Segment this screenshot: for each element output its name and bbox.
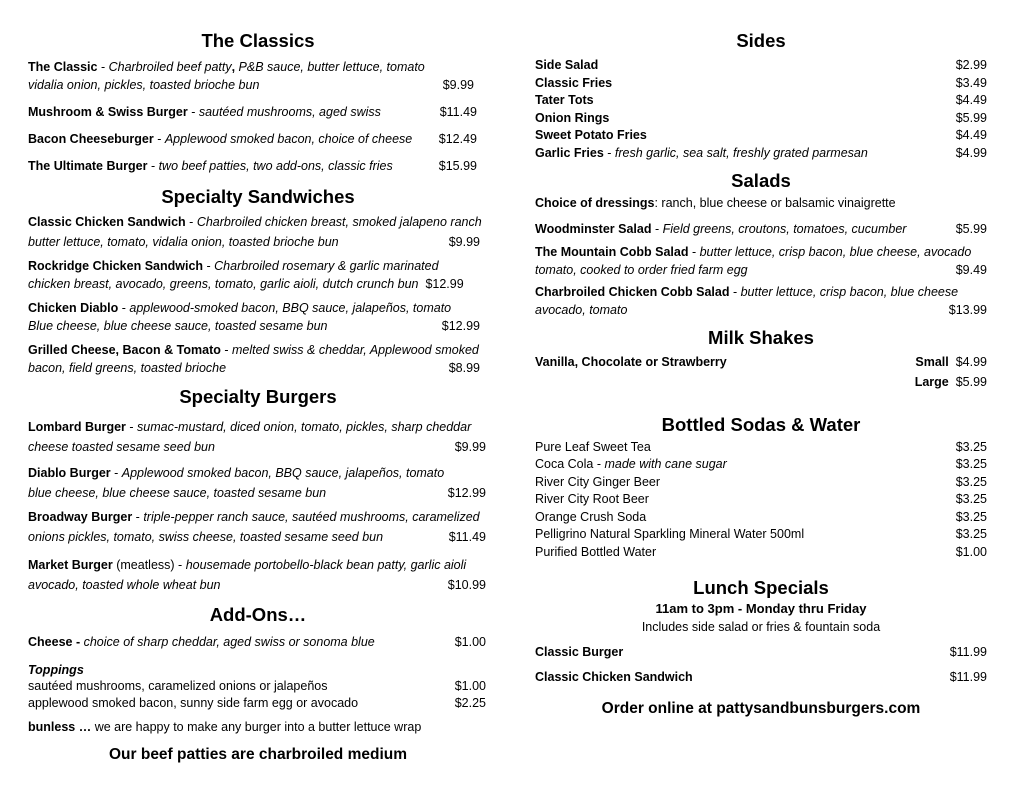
item-price: $11.99 (949, 669, 987, 684)
item-desc-line2: blue cheese, blue cheese sauce, toasted sesame bun (28, 486, 327, 500)
salads-heading: Salads (731, 170, 791, 191)
item-desc: : ranch, blue cheese or balsamic vinaigrette (654, 196, 896, 210)
topping-text: sautéed mushrooms, caramelized onions or jalapeños (28, 679, 328, 693)
item-price: $11.49 (448, 530, 486, 544)
item-price: $3.25 (955, 474, 987, 489)
item-name: River City Ginger Beer (535, 474, 661, 489)
addons-heading: Add-Ons… (209, 604, 307, 625)
item-price: $9.99 (448, 235, 480, 249)
item-price: $10.99 (447, 578, 486, 592)
item-desc-line2: avocado, toasted whole wheat bun (28, 578, 221, 592)
burgers-heading: Specialty Burgers (179, 386, 337, 407)
menu-item-ultimate-burger: The Ultimate Burger - two beef patties, two add-ons, classic fries $15.99 (28, 159, 477, 173)
salad-row: The Mountain Cobb Salad - butter lettuce, crisp bacon, blue cheese, avocado tomato, cooked to order fried farm egg $9.49 (535, 244, 987, 277)
item-price: $2.25 (454, 696, 486, 710)
sodas-list (535, 439, 987, 562)
item-desc: choice of sharp cheddar, aged swiss or sonoma blue (83, 635, 375, 649)
item-price: $4.49 (955, 128, 987, 142)
item-desc: sautéed mushrooms, aged swiss (198, 105, 381, 119)
item-name: Diablo Burger (28, 466, 111, 480)
side-row (535, 57, 987, 75)
item-price: $3.25 (955, 457, 987, 471)
item-desc: Applewood smoked bacon, choice of cheese (164, 132, 413, 146)
soda-row (535, 544, 987, 562)
item-desc: Field greens, croutons, tomatoes, cucumber (662, 222, 907, 236)
item-price: $13.99 (948, 302, 987, 317)
item-name: Tater Tots (535, 93, 594, 107)
item-name: Mushroom & Swiss Burger (28, 105, 188, 119)
item-desc-line2: butter lettuce, tomato, vidalia onion, toasted brioche bun (28, 235, 339, 249)
side-row (535, 92, 987, 110)
menu-item-grilled-cheese: Grilled Cheese, Bacon & Tomato - melted swiss & cheddar, Applewood smoked bacon, field greens, toasted brioche $8.99 (28, 343, 480, 375)
item-price: $9.99 (454, 440, 486, 454)
item-name: Vanilla, Chocolate or Strawberry (535, 354, 727, 369)
shakes-heading: Milk Shakes (708, 326, 814, 348)
menu-item-rockridge-chicken: Rockridge Chicken Sandwich - Charbroiled rosemary & garlic marinated chicken breast, avocado, greens, tomato, garlic aioli, dutch crunch bun $12.99 (28, 259, 464, 291)
item-price: $3.25 (955, 509, 987, 524)
item-price: $11.49 (439, 105, 477, 119)
item-name: Broadway Burger (28, 510, 133, 524)
menu-item-chicken-diablo: Chicken Diablo - applewood-smoked bacon, BBQ sauce, jalapeños, tomato Blue cheese, blue cheese sauce, toasted sesame bun $12.99 (28, 301, 480, 333)
menu-item-mushroom-swiss: Mushroom & Swiss Burger - sautéed mushrooms, aged swiss $11.49 (28, 105, 477, 119)
item-desc: we are happy to make any burger into a butter lettuce wrap (91, 720, 422, 734)
item-desc-line2: vidalia onion, pickles, toasted brioche bun (28, 78, 260, 92)
item-price: $4.99 (955, 145, 987, 160)
item-price: $1.00 (454, 635, 486, 649)
item-name: Pelligrino Natural Sparkling Mineral Water 500ml (535, 527, 805, 541)
item-price: $12.99 (441, 319, 480, 333)
item-desc: triple-pepper ranch sauce, sautéed mushrooms, caramelized (143, 510, 480, 524)
topping-text: applewood smoked bacon, sunny side farm egg or avocado (28, 696, 359, 710)
item-name: Classic Chicken Sandwich (535, 669, 693, 684)
item-name: Rockridge Chicken Sandwich (28, 259, 204, 273)
item-desc-line2: onions pickles, tomato, swiss cheese, toasted sesame seed bun (28, 530, 384, 544)
item-name: The Classic (28, 60, 98, 74)
item-desc: made with cane sugar (604, 457, 727, 471)
item-name: Bacon Cheeseburger (28, 132, 154, 146)
item-name: Cheese - (28, 635, 81, 649)
right-column (535, 28, 987, 718)
menu-item-bacon-cheeseburger: Bacon Cheeseburger - Applewood smoked bacon, choice of cheese $12.49 (28, 132, 477, 146)
item-name: Classic Burger (535, 645, 624, 659)
item-name: Garlic Fries (535, 145, 604, 160)
lunch-includes: Includes side salad or fries & fountain soda (641, 620, 881, 634)
item-price: $4.49 (955, 93, 987, 107)
item-desc-line2: bacon, field greens, toasted brioche (28, 361, 227, 375)
soda-row (535, 439, 987, 457)
classics-heading: The Classics (201, 30, 315, 51)
menu-item-lombard-burger: Lombard Burger - sumac-mustard, diced onion, tomato, pickles, sharp cheddar cheese toasted sesame seed bun $9.99 (28, 420, 486, 454)
order-online-link[interactable]: Order online at pattysandbunsburgers.com (601, 700, 921, 717)
size-label: Small (915, 354, 949, 369)
item-price: $12.99 (447, 486, 486, 500)
item-name: Sweet Potato Fries (535, 128, 647, 142)
item-name: Classic Chicken Sandwich (28, 215, 186, 229)
soda-row (535, 491, 987, 509)
side-row (535, 110, 987, 128)
item-price: $9.99 (442, 78, 474, 92)
menu-item-classic-chicken-sandwich: Classic Chicken Sandwich - Charbroiled chicken breast, smoked jalapeno ranch butter lettuce, tomato, vidalia onion, toasted brioche bun $9.99 (28, 215, 482, 249)
side-row: Garlic Fries - fresh garlic, sea salt, freshly grated parmesan $4.99 (535, 145, 987, 163)
item-name: River City Root Beer (535, 492, 649, 506)
item-desc-line2: Blue cheese, blue cheese sauce, toasted sesame bun (28, 319, 328, 333)
sides-heading: Sides (736, 30, 786, 51)
item-price: $2.99 (955, 58, 987, 72)
toppings-label: Toppings (28, 663, 84, 677)
item-name: Orange Crush Soda (535, 509, 647, 524)
item-desc: housemade portobello-black bean patty, garlic aioli (185, 558, 467, 572)
item-name: Choice of dressings (535, 196, 655, 210)
item-name: bunless … (28, 720, 92, 734)
item-price: $8.99 (448, 361, 480, 375)
soda-row (535, 526, 987, 544)
item-name: Onion Rings (535, 110, 610, 125)
item-name: Pure Leaf Sweet Tea (535, 439, 651, 454)
item-price: $1.00 (955, 544, 987, 559)
item-desc: sumac-mustard, diced onion, tomato, pickles, sharp cheddar (137, 420, 472, 434)
bunless-note (28, 718, 488, 736)
salad-row: Woodminster Salad - Field greens, croutons, tomatoes, cucumber $5.99 (535, 221, 987, 239)
lunch-hours: 11am to 3pm - Monday thru Friday (655, 601, 867, 616)
addon-cheese (28, 633, 488, 651)
item-name: The Mountain Cobb Salad (535, 244, 689, 259)
item-comma: , (231, 60, 236, 74)
soda-row: Coca Cola - made with cane sugar $3.25 (535, 456, 987, 474)
lunch-row (535, 669, 987, 687)
topping-row (28, 678, 488, 695)
shake-large (535, 373, 987, 391)
item-desc-line2: tomato, cooked to order fried farm egg (535, 262, 748, 277)
item-price: $15.99 (438, 159, 477, 173)
item-price: $9.49 (955, 262, 987, 277)
sodas-heading: Bottled Sodas & Water (661, 413, 861, 435)
item-price: $1.00 (454, 679, 486, 693)
item-desc: butter lettuce, crisp bacon, blue cheese, avocado (699, 244, 972, 259)
item-price: $3.25 (955, 492, 987, 506)
item-price: $12.49 (438, 132, 477, 146)
item-name: The Ultimate Burger (28, 159, 148, 173)
item-desc: applewood-smoked bacon, BBQ sauce, jalapeños, tomato (129, 301, 452, 315)
lunch-heading: Lunch Specials (693, 577, 829, 598)
salad-row: Charbroiled Chicken Cobb Salad - butter lettuce, crisp bacon, blue cheese avocado, tomato $13.99 (535, 284, 987, 317)
item-desc: Charbroiled chicken breast, smoked jalapeno ranch (196, 215, 482, 229)
shake-small (915, 353, 987, 371)
dressings-note (535, 194, 987, 212)
left-column (28, 28, 488, 764)
item-price: $5.99 (955, 222, 987, 236)
beef-patties-note: Our beef patties are charbroiled medium (108, 746, 408, 763)
item-name: Purified Bottled Water (535, 544, 657, 559)
item-name: Chicken Diablo (28, 301, 119, 315)
item-desc-line2: avocado, tomato (535, 302, 628, 317)
item-name: Coca Cola (535, 457, 594, 471)
menu-item-diablo-burger: Diablo Burger - Applewood smoked bacon, BBQ sauce, jalapeños, tomato blue cheese, blue cheese sauce, toasted sesame bun $12.99 (28, 466, 486, 500)
side-row (535, 127, 987, 145)
menu-item-broadway-burger: Broadway Burger - triple-pepper ranch sauce, sautéed mushrooms, caramelized onions pickles, tomato, swiss cheese, toasted sesame seed bun $11.49 (28, 510, 486, 544)
size-label: Large (914, 374, 949, 389)
item-name: Side Salad (535, 58, 599, 72)
item-name: Lombard Burger (28, 420, 126, 434)
item-desc-line2: chicken breast, avocado, greens, tomato, garlic aioli, dutch crunch bun (28, 277, 419, 291)
soda-row (535, 474, 987, 492)
item-name: Market Burger (28, 558, 113, 572)
shake-row (535, 353, 987, 371)
item-desc: P&B sauce, butter lettuce, tomato (235, 60, 425, 74)
item-price: $3.25 (955, 439, 987, 454)
menu-item-the-classic: The Classic - Charbroiled beef patty, P&B sauce, butter lettuce, tomato vidalia onion, pickles, toasted brioche bun $9.99 (28, 60, 474, 92)
sandwiches-heading: Specialty Sandwiches (161, 186, 355, 207)
item-name: Woodminster Salad (535, 222, 652, 236)
item-desc: Applewood smoked bacon, BBQ sauce, jalapeños, tomato (121, 466, 445, 480)
item-desc: fresh garlic, sea salt, freshly grated parmesan (614, 145, 868, 160)
lunch-row (535, 644, 987, 662)
item-price: $3.25 (955, 527, 987, 541)
side-row (535, 75, 987, 93)
item-name: Classic Fries (535, 75, 613, 90)
item-desc: butter lettuce, crisp bacon, blue cheese (740, 284, 959, 299)
item-desc: melted swiss & cheddar, Applewood smoked (231, 343, 479, 357)
topping-row (28, 695, 488, 712)
item-price: $4.99 (955, 354, 987, 369)
item-desc: two beef patties, two add-ons, classic fries (158, 159, 393, 173)
sides-list (535, 57, 987, 162)
item-price: $5.99 (955, 110, 987, 125)
item-price: $11.99 (949, 645, 987, 659)
item-price: $5.99 (955, 374, 987, 389)
item-desc: Charbroiled beef patty (108, 60, 232, 74)
item-name: Charbroiled Chicken Cobb Salad (535, 284, 730, 299)
item-note: (meatless) - (112, 558, 186, 572)
item-desc-line2: cheese toasted sesame seed bun (28, 440, 215, 454)
item-name: Grilled Cheese, Bacon & Tomato (28, 343, 221, 357)
menu-item-market-burger (28, 556, 488, 594)
item-price: $12.99 (425, 277, 464, 291)
item-desc: Charbroiled rosemary & garlic marinated (214, 259, 439, 273)
item-price: $3.49 (955, 75, 987, 90)
soda-row (535, 509, 987, 527)
